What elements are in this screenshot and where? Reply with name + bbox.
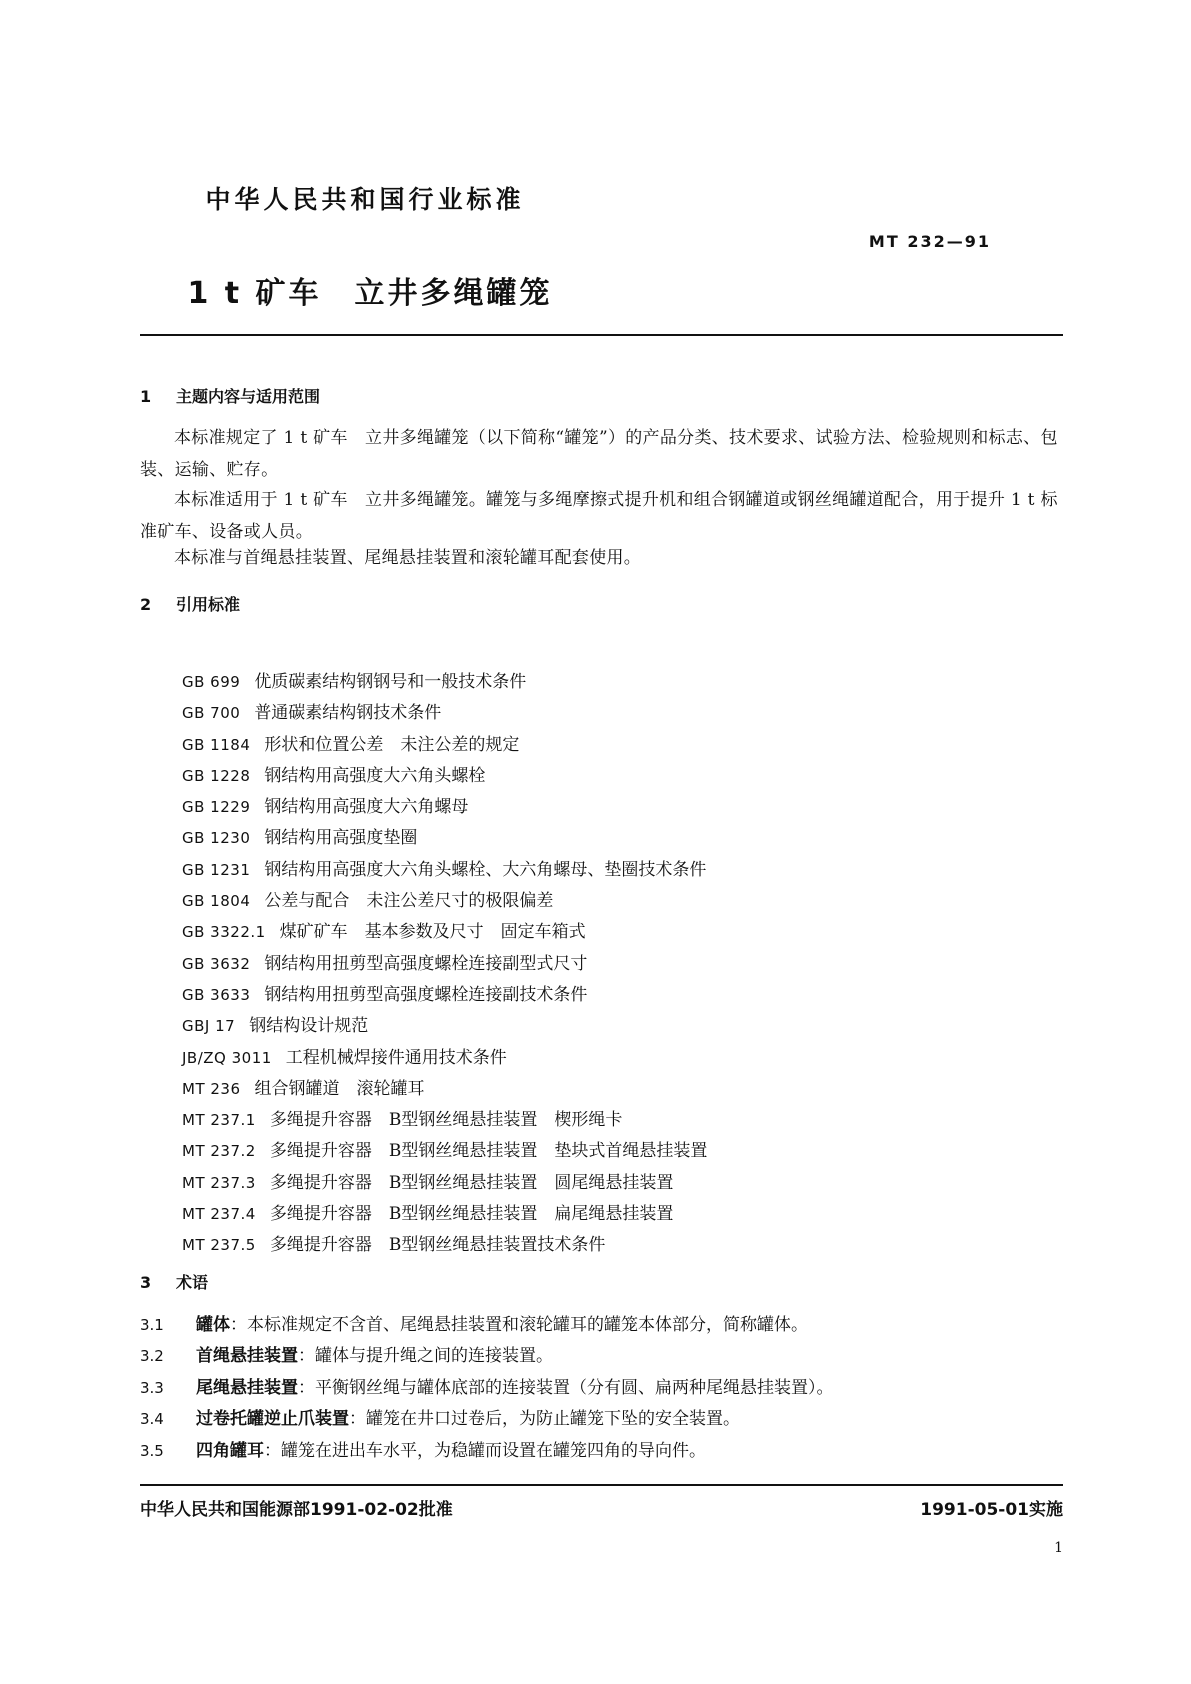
term-definition: ：本标准规定不含首、尾绳悬挂装置和滚轮罐耳的罐笼本体部分，简称罐体。 (230, 1315, 808, 1335)
approval-statement: 中华人民共和国能源部1991-02-02批准 (140, 1500, 453, 1520)
reference-code: GB 700 (182, 704, 241, 723)
term-name: 四角罐耳 (196, 1440, 264, 1461)
reference-code: GB 1231 (182, 860, 251, 879)
reference-title: 多绳提升容器 B型钢丝绳悬挂装置 圆尾绳悬挂装置 (269, 1172, 674, 1193)
reference-item (182, 1199, 707, 1230)
reference-title: 钢结构用高强度垫圈 (264, 828, 418, 849)
reference-title: 钢结构用扭剪型高强度螺栓连接副技术条件 (264, 984, 588, 1005)
reference-item (182, 823, 707, 854)
reference-title: 优质碳素结构钢钢号和一般技术条件 (254, 672, 527, 692)
reference-item (182, 761, 707, 792)
term-name: 尾绳悬挂装置 (196, 1377, 298, 1398)
reference-code: GB 1229 (182, 798, 251, 817)
reference-code: GB 1228 (182, 766, 251, 785)
reference-code: MT 237.5 (182, 1236, 256, 1255)
section-number: 3 (140, 1273, 152, 1292)
normative-references-list (182, 667, 707, 1262)
reference-title: 多绳提升容器 B型钢丝绳悬挂装置技术条件 (269, 1235, 606, 1256)
term-definition: ：罐笼在进出车水平，为稳罐而设置在罐笼四角的导向件。 (264, 1440, 706, 1461)
section-number: 1 (140, 387, 152, 406)
reference-item (182, 949, 707, 980)
term-name: 过卷托罐逆止爪装置 (196, 1409, 349, 1430)
section-1-heading (140, 384, 320, 407)
reference-item (182, 1136, 707, 1167)
document-title: 1 t 矿车 立井多绳罐笼 (187, 276, 553, 311)
reference-item (182, 1105, 707, 1136)
term-number: 3.4 (140, 1410, 164, 1429)
reference-code: MT 237.1 (182, 1111, 256, 1130)
reference-item (182, 1230, 707, 1261)
section-title: 术语 (176, 1273, 209, 1292)
reference-code: GB 1230 (182, 829, 251, 848)
reference-code: MT 237.4 (182, 1205, 256, 1224)
reference-title: 钢结构设计规范 (249, 1016, 369, 1037)
reference-code: GB 1184 (182, 735, 251, 754)
reference-title: 多绳提升容器 B型钢丝绳悬挂装置 扁尾绳悬挂装置 (269, 1204, 674, 1225)
reference-code: GB 3633 (182, 985, 251, 1004)
reference-code: GB 1804 (182, 892, 251, 911)
terms-list (140, 1310, 834, 1467)
reference-code: GB 3322.1 (182, 923, 266, 942)
reference-title: 工程机械焊接件通用技术条件 (285, 1047, 507, 1068)
reference-code: GB 699 (182, 673, 241, 691)
reference-item (182, 1043, 707, 1074)
section-title: 主题内容与适用范围 (176, 387, 321, 406)
reference-title: 多绳提升容器 B型钢丝绳悬挂装置 垫块式首绳悬挂装置 (269, 1141, 708, 1162)
reference-item (182, 886, 707, 917)
reference-code: MT 237.3 (182, 1173, 256, 1192)
term-number: 3.1 (140, 1316, 164, 1334)
reference-item (182, 1074, 707, 1105)
reference-item (182, 980, 707, 1011)
reference-title: 公差与配合 未注公差尺寸的极限偏差 (264, 891, 554, 912)
header-rule (140, 334, 1063, 336)
reference-item (182, 1011, 707, 1042)
reference-title: 形状和位置公差 未注公差的规定 (264, 734, 520, 755)
standard-code: MT 232—91 (868, 232, 991, 251)
reference-item (182, 698, 707, 729)
reference-code: JB/ZQ 3011 (182, 1048, 272, 1067)
reference-title: 多绳提升容器 B型钢丝绳悬挂装置 楔形绳卡 (269, 1110, 623, 1131)
term-name: 首绳悬挂装置 (196, 1346, 298, 1367)
reference-title: 钢结构用扭剪型高强度螺栓连接副型式尺寸 (264, 953, 588, 974)
section-number: 2 (140, 595, 152, 614)
term-number: 3.2 (140, 1347, 164, 1366)
reference-title: 煤矿矿车 基本参数及尺寸 固定车箱式 (279, 922, 586, 943)
term-definition: ：罐体与提升绳之间的连接装置。 (298, 1346, 553, 1367)
reference-title: 钢结构用高强度大六角螺母 (264, 797, 469, 818)
footer-rule (140, 1484, 1063, 1486)
term-item (140, 1404, 834, 1435)
term-item (140, 1341, 834, 1372)
term-definition: ：罐笼在井口过卷后，为防止罐笼下坠的安全装置。 (349, 1409, 740, 1430)
reference-item (182, 667, 707, 698)
section-title: 引用标准 (176, 595, 241, 614)
reference-title: 钢结构用高强度大六角头螺栓 (264, 765, 486, 786)
reference-item (182, 792, 707, 823)
term-name: 罐体 (196, 1315, 230, 1335)
reference-item (182, 855, 707, 886)
reference-code: MT 237.2 (182, 1142, 256, 1161)
reference-title: 钢结构用高强度大六角头螺栓、大六角螺母、垫圈技术条件 (264, 859, 707, 880)
section-2-heading (140, 592, 240, 615)
page-number: 1 (1054, 1540, 1063, 1556)
section-1-paragraph-1: 本标准规定了 1 t 矿车 立井多绳罐笼（以下简称“罐笼”）的产品分类、技术要求、试验方法、检验规则和标志、包装、运输、贮存。 (140, 428, 1058, 480)
reference-item (182, 730, 707, 761)
term-item (140, 1310, 834, 1341)
reference-code: MT 236 (182, 1079, 241, 1098)
term-number: 3.5 (140, 1441, 164, 1460)
standard-org-heading: 中华人民共和国行业标准 (205, 185, 525, 214)
reference-item (182, 917, 707, 948)
term-number: 3.3 (140, 1378, 164, 1397)
term-item (140, 1373, 834, 1404)
section-3-heading (140, 1270, 208, 1293)
reference-title: 普通碳素结构钢技术条件 (254, 703, 442, 724)
effective-date: 1991-05-01实施 (920, 1500, 1063, 1520)
reference-item (182, 1168, 707, 1199)
term-definition: ：平衡钢丝绳与罐体底部的连接装置（分有圆、扁两种尾绳悬挂装置）。 (298, 1377, 834, 1398)
section-1-paragraph-2: 本标准适用于 1 t 矿车 立井多绳罐笼。罐笼与多绳摩擦式提升机和组合钢罐道或钢丝绳罐道配合，用于提升 1 t 标准矿车、设备或人员。 (140, 490, 1058, 542)
term-item (140, 1436, 834, 1467)
reference-code: GBJ 17 (182, 1017, 236, 1036)
section-1-paragraph-3: 本标准与首绳悬挂装置、尾绳悬挂装置和滚轮罐耳配套使用。 (174, 548, 642, 568)
reference-code: GB 3632 (182, 954, 251, 973)
reference-title: 组合钢罐道 滚轮罐耳 (254, 1078, 425, 1099)
